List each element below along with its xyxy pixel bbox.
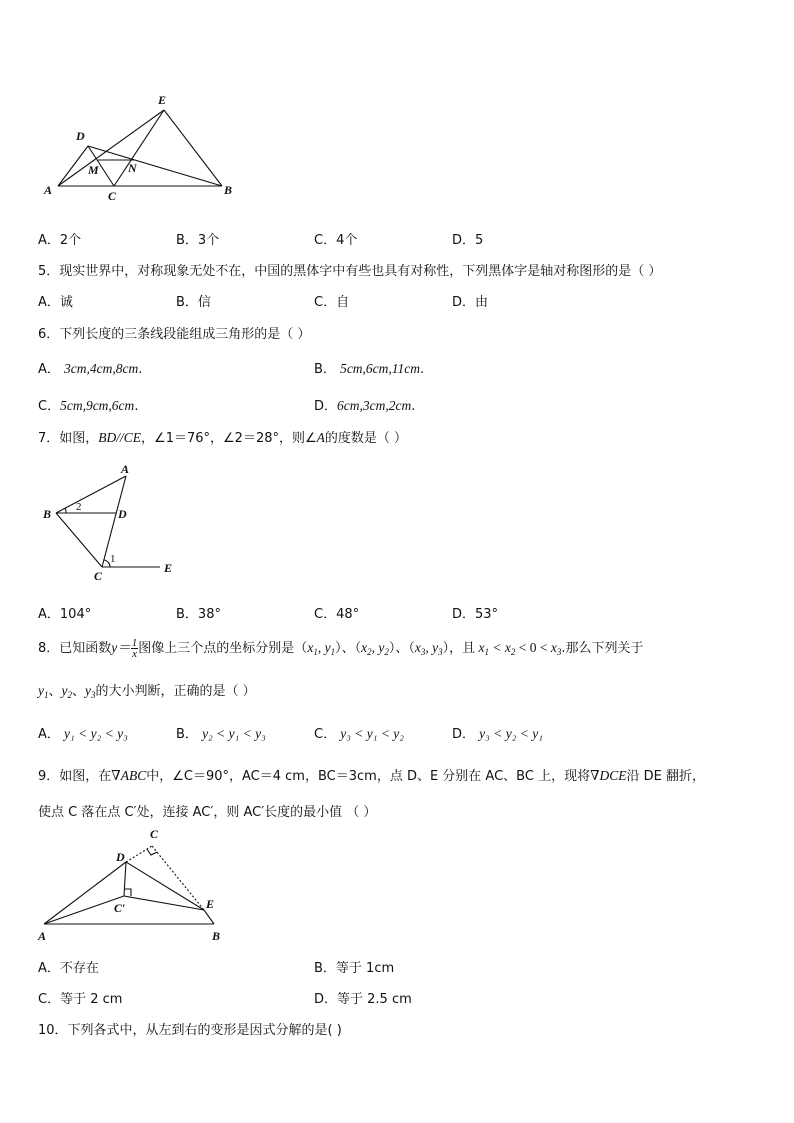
fraction-1-over-x: $\frac{1}{x}$ xyxy=(131,637,138,660)
label-c: C xyxy=(108,189,117,203)
label-e: E xyxy=(206,897,215,911)
q4-option-c[interactable]: C．4个 xyxy=(314,233,358,248)
q5-option-c[interactable]: C．自 xyxy=(314,295,350,310)
q6-stem: 6．下列长度的三条线段能组成三角形的是（ ） xyxy=(38,327,311,342)
q8-stem-line2: $y_1$、$y_2$、$y_3$的大小判断，正确的是（ ） xyxy=(38,683,256,700)
label-angle-2: 2 xyxy=(76,501,82,513)
label-d: D xyxy=(76,129,85,143)
q7-option-b[interactable]: B．38° xyxy=(176,607,221,622)
label-n: N xyxy=(128,161,137,175)
q5-option-b[interactable]: B．信 xyxy=(176,295,211,310)
label-c: C xyxy=(94,569,103,582)
label-c-prime: C′ xyxy=(114,901,126,915)
angle-2-arc xyxy=(65,508,66,513)
q5-option-a[interactable]: A．诚 xyxy=(38,295,73,310)
label-b: B xyxy=(43,507,52,521)
q8-stem: 8．已知函数y＝ $\frac{1}{x}$ 图像上三个点的坐标分别是（$x_1$, $y_1$）、（$x_2$, $y_2$）、（$x_3$, $y_3$），且 $x_1 < x_2 < 0 < x_3$.那么下列关于 xyxy=(38,637,644,660)
q6-option-a[interactable]: A． 3cm,4cm,8cm. xyxy=(38,361,143,377)
q8-option-d[interactable]: D． y₃ < y₂ < y₁ xyxy=(452,726,543,742)
q9-option-d[interactable]: D．等于 2.5 cm xyxy=(314,992,412,1007)
label-c: C xyxy=(150,827,159,841)
segment-ad xyxy=(58,146,88,186)
q5-option-d[interactable]: D．由 xyxy=(452,295,489,310)
q7-option-c[interactable]: C．48° xyxy=(314,607,360,622)
label-e: E xyxy=(158,93,167,107)
q10-stem: 10．下列各式中，从左到右的变形是因式分解的是( ) xyxy=(38,1023,342,1038)
q6-option-d[interactable]: D．6cm,3cm,2cm. xyxy=(314,398,416,414)
q8-option-a[interactable]: A． y₁ < y₂ < y₃ xyxy=(38,726,128,742)
label-a: A xyxy=(38,929,47,943)
q7-option-d[interactable]: D．53° xyxy=(452,607,499,622)
label-d: D xyxy=(116,850,125,864)
segment-eb xyxy=(204,910,214,924)
q4-option-b[interactable]: B．3个 xyxy=(176,233,220,248)
q4-option-a[interactable]: A．2个 xyxy=(38,233,82,248)
figure-q9 xyxy=(34,824,234,946)
figure-q7 xyxy=(36,460,186,582)
label-m: M xyxy=(88,163,99,177)
q8-option-c[interactable]: C． y₃ < y₁ < y₂ xyxy=(314,726,404,742)
q7-stem: 7．如图，BD//CE，∠1＝76°，∠2＝28°，则∠A的度数是（ ） xyxy=(38,430,408,446)
segment-eb xyxy=(164,110,222,186)
segment-db xyxy=(88,146,222,186)
label-angle-1: 1 xyxy=(110,553,116,565)
q4-option-d[interactable]: D．5 xyxy=(452,233,484,248)
segment-ac-prime xyxy=(44,896,124,924)
figure-triangle-ade xyxy=(36,90,246,210)
segment-ab xyxy=(56,476,126,513)
q9-option-b[interactable]: B．等于 1cm xyxy=(314,961,395,976)
label-a: A xyxy=(121,462,130,476)
segment-dc-prime xyxy=(124,862,126,896)
q9-option-c[interactable]: C．等于 2 cm xyxy=(38,992,123,1007)
q9-stem: 9．如图，在∇ABC中，∠C＝90°，AC＝4 cm，BC＝3cm，点 D、E 分别在 AC、BC 上，现将∇DCE沿 DE 翻折， xyxy=(38,768,706,784)
q8-option-b[interactable]: B． y₂ < y₁ < y₃ xyxy=(176,726,266,742)
q5-stem: 5．现实世界中，对称现象无处不在，中国的黑体字中有些也具有对称性，下列黑体字是轴对称图形的是（ ） xyxy=(38,264,662,279)
q9-option-a[interactable]: A．不存在 xyxy=(38,961,99,976)
label-b: B xyxy=(224,183,233,197)
label-b: B xyxy=(212,929,221,943)
right-angle-c-prime xyxy=(124,889,131,896)
segment-dc-dotted xyxy=(126,846,152,862)
label-a: A xyxy=(44,183,53,197)
q9-stem-line2: 使点 C 落在点 C′处，连接 AC′，则 AC′长度的最小值 （ ） xyxy=(38,805,377,820)
q6-option-c[interactable]: C．5cm,9cm,6cm. xyxy=(38,398,139,414)
segment-bc xyxy=(56,513,102,567)
q6-option-b[interactable]: B． 5cm,6cm,11cm. xyxy=(314,361,425,377)
segment-ce xyxy=(114,110,164,186)
label-d: D xyxy=(118,507,127,521)
segment-ce-dotted xyxy=(152,846,204,910)
label-e: E xyxy=(164,561,173,575)
segment-ae xyxy=(58,110,164,186)
q7-option-a[interactable]: A．104° xyxy=(38,607,92,622)
